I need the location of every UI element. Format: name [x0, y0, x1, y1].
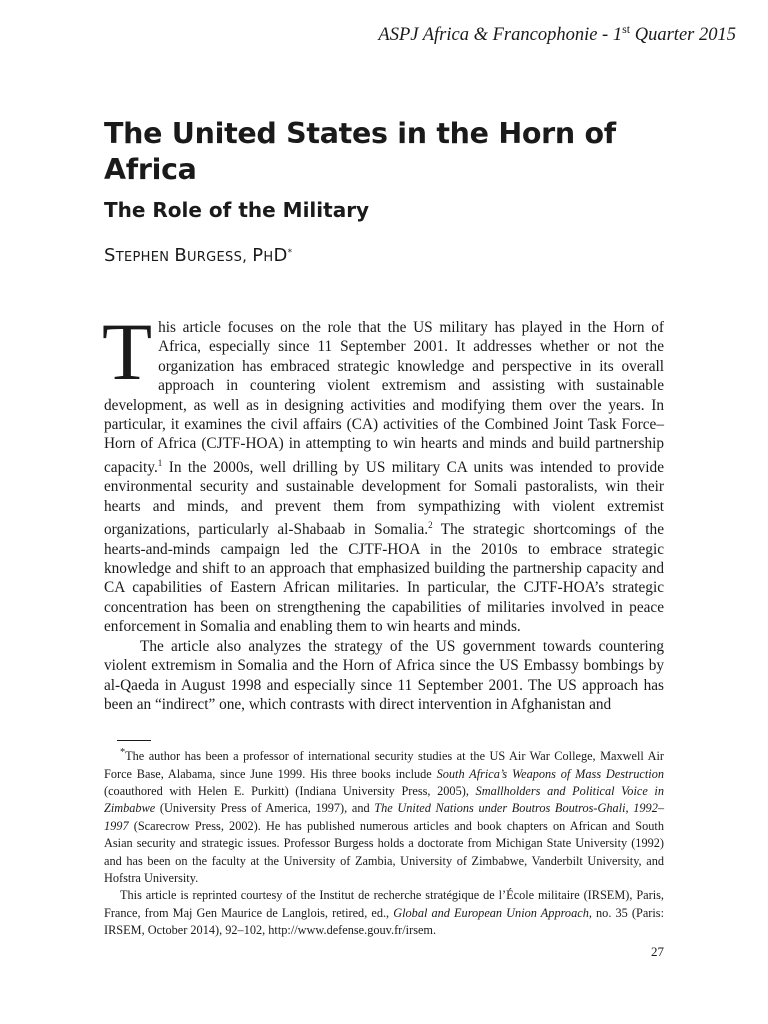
footnote-author: *The author has been a professor of international security studies at the US Air War College, Maxwell Air Force Base, Alabama, since June 1999. His three books include South Africa’s Weapons of Mass Destruction (coauthored with Helen E. Purkitt) (Indiana University Press, 2005), Smallholders and Political Voice in Zimbabwe (University Press of America, 1997), and The United Nations under Boutros Boutros-Ghali, 1992–1997 (Scarecrow Press, 2002). He has published numerous articles and book chapters on African and South Asian security and strategic issues. Professor Burgess holds a doctorate from Michigan State University (1992) and has been on the faculty at the University of Zambia, University of Zimbabwe, Vanderbilt University, and Hofstra University.	[104, 747, 664, 885]
page-number: 27	[651, 944, 664, 959]
article-body	[102, 306, 664, 714]
footnotes	[104, 744, 664, 940]
running-header: ASPJ Africa & Francophonie - 1st Quarter 2015	[378, 22, 736, 46]
footnote-ref-1[interactable]: 1	[157, 457, 163, 468]
paragraph-1: This article focuses on the role that the US military has played in the Horn of Africa, especially since 11 September 2001. It addresses whether or not the organization has embraced strategic knowledge and perspective in its overall approach in countering violent extremism and assisting with sustainable development, as well as in designing activities and modifying them over the years. In particular, it examines the civil affairs (CA) activities of the Combined Joint Task Force–Horn of Africa (CJTF-HOA) in attempting to win hearts and minds and build partnership capacity.$^1$ In the 2000s, well drilling by US military CA units was intended to provide environmental security and sustainable development for Somali pastoralists, win their hearts and minds, and prevent them from sympathizing with violent extremist organizations, particularly al-Shabaab in Somalia.$^2$ The strategic shortcomings of the hearts-and-minds campaign led the CJTF-HOA in the 2010s to embrace strategic knowledge and shift to an approach that emphasized building the partnership capacity and CA capabilities of Eastern African militaries. In particular, the CJTF-HOA’s strategic concentration has been on strengthening the capabilities of militaries involved in peace enforcement in Somalia and enabling them to win hearts and minds.	[102, 306, 664, 636]
author-footnote-marker: *	[287, 248, 293, 258]
author-byline: STEPHEN BURGESS, PHD*	[104, 245, 293, 266]
footnote-reprint: This article is reprinted courtesy of the Institut de recherche stratégique de l’École militaire (IRSEM), Paris, France, from Maj Gen Maurice de Langlois, retired, ed., Global and European Union Approach, no. 35 (Paris: IRSEM, October 2014), 92–102, http://www.defense.gouv.fr/irsem.	[104, 888, 664, 938]
article-subtitle: The Role of the Military	[104, 198, 370, 222]
drop-cap: T	[102, 306, 153, 397]
footnote-divider	[117, 740, 151, 741]
article-title: The United States in the Horn of Africa	[104, 117, 616, 186]
paragraph-2: The article also analyzes the strategy of the US government towards countering violent extremism in Somalia and the Horn of Africa since the US Embassy bombings by al-Qaeda in August 1998 and especially since 11 September 2001. The US approach has been an “indirect” one, which contrasts with direct intervention in Afghanistan and	[104, 637, 664, 713]
footnote-ref-2[interactable]: 2	[428, 520, 433, 531]
